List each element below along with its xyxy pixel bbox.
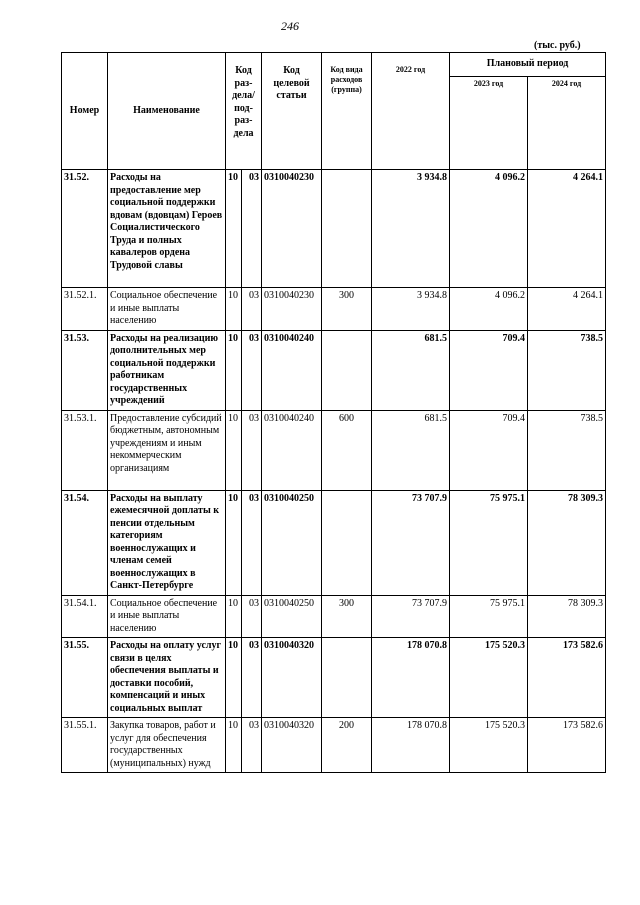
row-number: 31.55. [62,638,108,718]
row-number: 31.55.1. [62,718,108,773]
row-amount-2023: 75 975.1 [450,490,528,595]
row-subsection-code: 03 [242,490,262,595]
row-expense-type [322,330,372,410]
row-section-code: 10 [226,595,242,638]
header-year-2024: 2024 год [528,77,606,170]
row-amount-2024: 738.5 [528,410,606,490]
row-amount-2022: 178 070.8 [372,638,450,718]
row-number: 31.54. [62,490,108,595]
row-target-code: 0310040240 [262,410,322,490]
row-section-code: 10 [226,170,242,288]
header-expense-type: Код вида расходов (группа) [322,53,372,170]
row-name: Социальное обеспечение и иные выплаты населению [108,288,226,331]
row-amount-2023: 175 520.3 [450,638,528,718]
row-name: Предоставление субсидий бюджетным, автономным учреждениям и иным некоммерческим организациям [108,410,226,490]
table-row [62,718,606,773]
header-name: Наименование [108,53,226,170]
table-row [62,170,606,288]
row-amount-2023: 4 096.2 [450,288,528,331]
row-amount-2024: 78 309.3 [528,595,606,638]
row-amount-2022: 178 070.8 [372,718,450,773]
row-name: Расходы на реализацию дополнительных мер социальной поддержки работникам государственных учреждений [108,330,226,410]
row-name: Закупка товаров, работ и услуг для обеспечения государственных (муниципальных) нужд [108,718,226,773]
row-amount-2022: 3 934.8 [372,288,450,331]
table-row [62,638,606,718]
row-target-code: 0310040320 [262,638,322,718]
row-amount-2022: 681.5 [372,330,450,410]
table-row [62,490,606,595]
row-section-code: 10 [226,410,242,490]
row-subsection-code: 03 [242,638,262,718]
row-subsection-code: 03 [242,288,262,331]
row-section-code: 10 [226,330,242,410]
budget-table [61,52,606,773]
table-row [62,595,606,638]
row-amount-2024: 173 582.6 [528,638,606,718]
row-target-code: 0310040250 [262,490,322,595]
row-amount-2023: 75 975.1 [450,595,528,638]
row-name: Социальное обеспечение и иные выплаты населению [108,595,226,638]
row-expense-type: 600 [322,410,372,490]
row-amount-2024: 78 309.3 [528,490,606,595]
row-number: 31.54.1. [62,595,108,638]
row-name: Расходы на оплату услуг связи в целях обеспечения выплаты и доставки пособий, компенсаций и иных социальных выплат [108,638,226,718]
row-name: Расходы на выплату ежемесячной доплаты к пенсии отдельным категориям военнослужащих и членам семей военнослужащих в Санкт-Петербурге [108,490,226,595]
row-amount-2024: 173 582.6 [528,718,606,773]
row-target-code: 0310040250 [262,595,322,638]
row-subsection-code: 03 [242,330,262,410]
row-amount-2023: 709.4 [450,330,528,410]
header-year-2022: 2022 год [372,53,450,170]
row-expense-type: 300 [322,595,372,638]
row-target-code: 0310040320 [262,718,322,773]
row-subsection-code: 03 [242,170,262,288]
row-amount-2024: 4 264.1 [528,288,606,331]
row-name: Расходы на предоставление мер социальной поддержки вдовам (вдовцам) Героев Социалистического Труда и полных кавалеров ордена Трудовой славы [108,170,226,288]
header-number: Номер [62,53,108,170]
header-section: Код раз-дела/ под-раз-дела [226,53,262,170]
row-expense-type [322,170,372,288]
row-amount-2024: 738.5 [528,330,606,410]
row-expense-type [322,490,372,595]
units-label: (тыс. руб.) [534,40,581,51]
row-subsection-code: 03 [242,410,262,490]
row-section-code: 10 [226,638,242,718]
row-expense-type: 200 [322,718,372,773]
row-amount-2022: 681.5 [372,410,450,490]
row-target-code: 0310040230 [262,170,322,288]
row-number: 31.52. [62,170,108,288]
row-target-code: 0310040240 [262,330,322,410]
row-amount-2022: 3 934.8 [372,170,450,288]
row-expense-type [322,638,372,718]
header-planning-period: Плановый период [450,53,606,77]
row-amount-2023: 175 520.3 [450,718,528,773]
table-row [62,288,606,331]
row-number: 31.53.1. [62,410,108,490]
row-amount-2022: 73 707.9 [372,490,450,595]
row-subsection-code: 03 [242,718,262,773]
row-subsection-code: 03 [242,595,262,638]
table-row [62,410,606,490]
row-expense-type: 300 [322,288,372,331]
table-row [62,330,606,410]
row-amount-2023: 4 096.2 [450,170,528,288]
row-amount-2022: 73 707.9 [372,595,450,638]
row-number: 31.53. [62,330,108,410]
row-section-code: 10 [226,718,242,773]
row-section-code: 10 [226,490,242,595]
row-amount-2023: 709.4 [450,410,528,490]
row-target-code: 0310040230 [262,288,322,331]
row-amount-2024: 4 264.1 [528,170,606,288]
header-target: Код целевой статьи [262,53,322,170]
page-number: 246 [281,19,299,33]
row-section-code: 10 [226,288,242,331]
row-number: 31.52.1. [62,288,108,331]
header-year-2023: 2023 год [450,77,528,170]
